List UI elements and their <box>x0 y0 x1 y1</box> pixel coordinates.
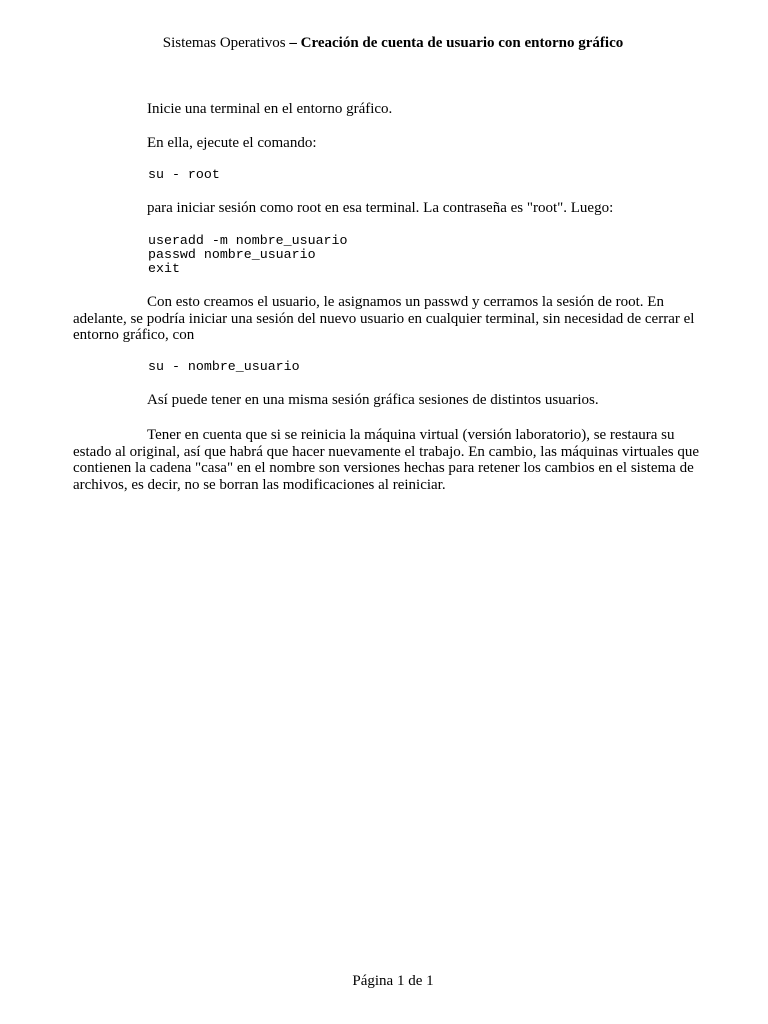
code-line: exit <box>148 261 180 276</box>
paragraph-vm-note <box>73 427 703 493</box>
paragraph-multiple-sessions: Así puede tener en una misma sesión gráfica sesiones de distintos usuarios. <box>147 392 599 408</box>
paragraph-open-terminal: Inicie una terminal en el entorno gráfico. <box>147 101 393 117</box>
paragraph-user-created <box>73 294 703 344</box>
header-separator: – <box>285 35 301 51</box>
document-title: Creación de cuenta de usuario con entorno gráfico <box>300 35 624 51</box>
paragraph-user-created-text: Con esto creamos el usuario, le asignamos un passwd y cerramos la sesión de root. En adelante, se podría iniciar una sesión del nuevo usuario en cualquier terminal, sin necesidad de cerrar el entorno gráfico, con <box>73 294 695 343</box>
course-name: Sistemas Operativos <box>162 35 286 51</box>
page-footer: Página 1 de 1 <box>352 973 434 989</box>
paragraph-root-password: para iniciar sesión como root en esa terminal. La contraseña es "root". Luego: <box>147 200 614 216</box>
paragraph-run-command: En ella, ejecute el comando: <box>147 135 317 151</box>
code-line: useradd -m nombre_usuario <box>148 233 348 248</box>
code-su-user: su - nombre_usuario <box>148 359 300 374</box>
code-useradd-block <box>148 234 348 276</box>
code-line: passwd nombre_usuario <box>148 247 316 262</box>
code-su-root: su - root <box>148 167 220 182</box>
page-header <box>0 35 768 52</box>
paragraph-vm-note-text: Tener en cuenta que si se reinicia la máquina virtual (versión laboratorio), se restaura su estado al original, así que habrá que hacer nuevamente el trabajo. En cambio, las máquinas virtuales que contienen la cadena "casa" en el nombre son versiones hechas para retener los cambios en el sistema de archivos, es decir, no se borran las modificaciones al reiniciar. <box>73 427 700 493</box>
